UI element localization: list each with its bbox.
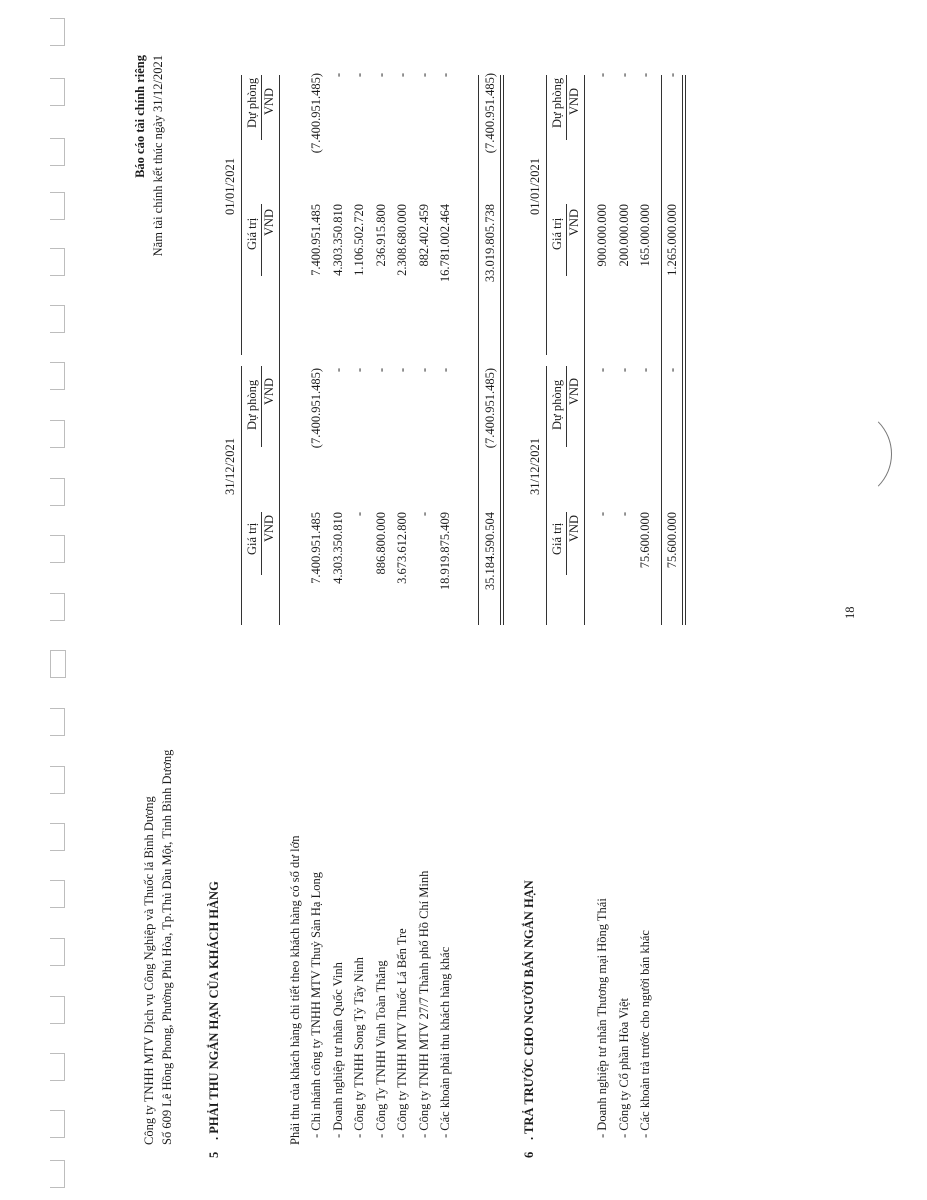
row-value-2020: 4.303.350.810 (330, 204, 345, 276)
row-provision-2021: - (352, 368, 366, 373)
s5-total-v1: 35.184.590.504 (483, 512, 497, 591)
s6-divider (546, 366, 547, 625)
s5-divider (279, 75, 280, 625)
row-value-2021: 3.673.612.800 (395, 512, 409, 584)
s6-col-value-1: Giá trị (550, 522, 564, 555)
s6-total-p2: - (665, 73, 679, 78)
s6-col-value-2: Giá trị (550, 217, 564, 250)
s5-col-value-1: Giá trị (245, 522, 259, 555)
row-provision-2020: - (616, 73, 631, 78)
s5-col-2020: 01/01/2021 (223, 158, 237, 215)
row-label: - Các khoản phải thu khách hàng khác (438, 946, 452, 1138)
s5-total-v2: 33.019.805.738 (483, 204, 497, 283)
row-provision-2021: - (395, 368, 409, 373)
s6-col-2021: 31/12/2021 (528, 438, 542, 495)
row-value-2021: 886.800.000 (373, 512, 388, 575)
stamp-mark (800, 408, 892, 500)
s6-total-top-line (661, 75, 662, 625)
row-label: - Doanh nghiệp tư nhân Quốc Vinh (330, 962, 345, 1138)
row-value-2021: 18.919.875.409 (438, 512, 452, 591)
company-address: Số 609 Lê Hồng Phong, Phường Phú Hòa, Tp.Thủ Dầu Một, Tỉnh Bình Dương (160, 749, 174, 1145)
s6-divider (584, 75, 585, 625)
row-label: - Công ty Cổ phần Hòa Việt (616, 998, 631, 1138)
s5-divider (241, 366, 242, 625)
s5-unit: VND (262, 87, 276, 115)
row-provision-2021: - (638, 368, 652, 373)
row-provision-2020: - (438, 73, 452, 78)
row-value-2021: - (616, 512, 631, 517)
row-value-2021: - (352, 512, 366, 517)
row-label: - Doanh nghiệp tư nhân Thương mại Hồng Thái (595, 898, 609, 1138)
row-label: - Công ty TNHH MTV 27/7 Thành phố Hồ Chí Minh (416, 870, 431, 1138)
s5-col-prov-2: Dự phòng (245, 77, 259, 128)
s5-total-double-line (500, 75, 504, 625)
row-provision-2021: - (438, 368, 452, 373)
row-provision-2021: - (373, 368, 388, 373)
s6-total-v1: 75.600.000 (665, 512, 679, 569)
s6-col-prov-1: Dự phòng (550, 379, 564, 430)
row-label: - Công ty TNHH Song Tỷ Tây Ninh (352, 957, 366, 1138)
row-value-2021: - (595, 512, 609, 517)
s6-col-2020: 01/01/2021 (528, 158, 542, 215)
row-value-2020: 16.781.002.464 (438, 204, 452, 283)
row-provision-2020: - (416, 73, 431, 78)
s6-unit: VND (567, 377, 581, 405)
row-provision-2021: (7.400.951.485) (309, 368, 323, 449)
row-provision-2021: - (595, 368, 609, 373)
s6-total-double-line (682, 75, 686, 625)
s5-total-p1: (7.400.951.485) (483, 368, 497, 449)
row-value-2020: 882.402.459 (416, 204, 431, 267)
s5-intro: Phải thu của khách hàng chi tiết theo khách hàng có số dư lớn (288, 835, 302, 1145)
row-provision-2020: - (595, 73, 609, 78)
row-value-2021: 4.303.350.810 (330, 512, 345, 584)
section6-title: . TRẢ TRƯỚC CHO NGƯỜI BÁN NGẮN HẠN (522, 880, 536, 1140)
company-name: Công ty TNHH MTV Dịch vụ Công Nghiệp và Thuốc lá Bình Dương (142, 796, 156, 1145)
s6-total-v2: 1.265.000.000 (665, 204, 679, 276)
s5-total-top-line (478, 75, 479, 625)
s5-col-value-2: Giá trị (245, 217, 259, 250)
report-title: Báo cáo tài chính riêng (133, 55, 147, 178)
row-label: - Các khoản trả trước cho người bán khác (638, 930, 652, 1138)
s6-col-prov-2: Dự phòng (550, 77, 564, 128)
row-value-2021: 75.600.000 (638, 512, 652, 569)
row-provision-2020: - (395, 73, 409, 78)
row-provision-2020: - (352, 73, 366, 78)
s5-col-prov-1: Dự phòng (245, 379, 259, 430)
s6-divider (546, 75, 547, 355)
report-period: Năm tài chính kết thúc ngày 31/12/2021 (151, 55, 165, 257)
row-value-2020: 200.000.000 (616, 204, 631, 267)
s6-unit: VND (567, 514, 581, 542)
row-label: - Công Ty TNHH Vinh Toàn Thắng (373, 960, 388, 1138)
row-value-2020: 900.000.000 (595, 204, 609, 267)
s5-total-p2: (7.400.951.485) (483, 73, 497, 154)
s5-unit: VND (262, 208, 276, 236)
s5-divider (241, 75, 242, 355)
row-value-2020: 1.106.502.720 (352, 204, 366, 276)
row-label: - Chi nhánh công ty TNHH MTV Thuỷ Sản Hạ Long (309, 872, 323, 1138)
row-value-2021: 7.400.951.485 (309, 512, 323, 584)
s6-unit: VND (567, 208, 581, 236)
row-provision-2020: - (373, 73, 388, 78)
row-value-2020: 2.308.680.000 (395, 204, 409, 276)
row-value-2020: 236.915.800 (373, 204, 388, 267)
row-provision-2021: - (330, 368, 345, 373)
row-provision-2021: - (616, 368, 631, 373)
page-number: 18 (843, 606, 857, 619)
row-provision-2020: - (330, 73, 345, 78)
row-provision-2020: - (638, 73, 652, 78)
row-value-2020: 165.000.000 (638, 204, 652, 267)
section6-number: 6 (522, 1151, 536, 1158)
row-label: - Công ty TNHH MTV Thuốc Lá Bến Tre (395, 928, 409, 1138)
row-provision-2020: (7.400.951.485) (309, 73, 323, 154)
section5-title: . PHẢI THU NGẮN HẠN CỦA KHÁCH HÀNG (207, 881, 221, 1140)
s5-col-2021: 31/12/2021 (223, 438, 237, 495)
s6-unit: VND (567, 87, 581, 115)
s5-unit: VND (262, 514, 276, 542)
section5-number: 5 (207, 1151, 221, 1158)
s6-total-p1: - (665, 368, 679, 373)
row-value-2021: - (416, 512, 431, 517)
row-provision-2021: - (416, 368, 431, 373)
row-value-2020: 7.400.951.485 (309, 204, 323, 276)
s5-unit: VND (262, 377, 276, 405)
